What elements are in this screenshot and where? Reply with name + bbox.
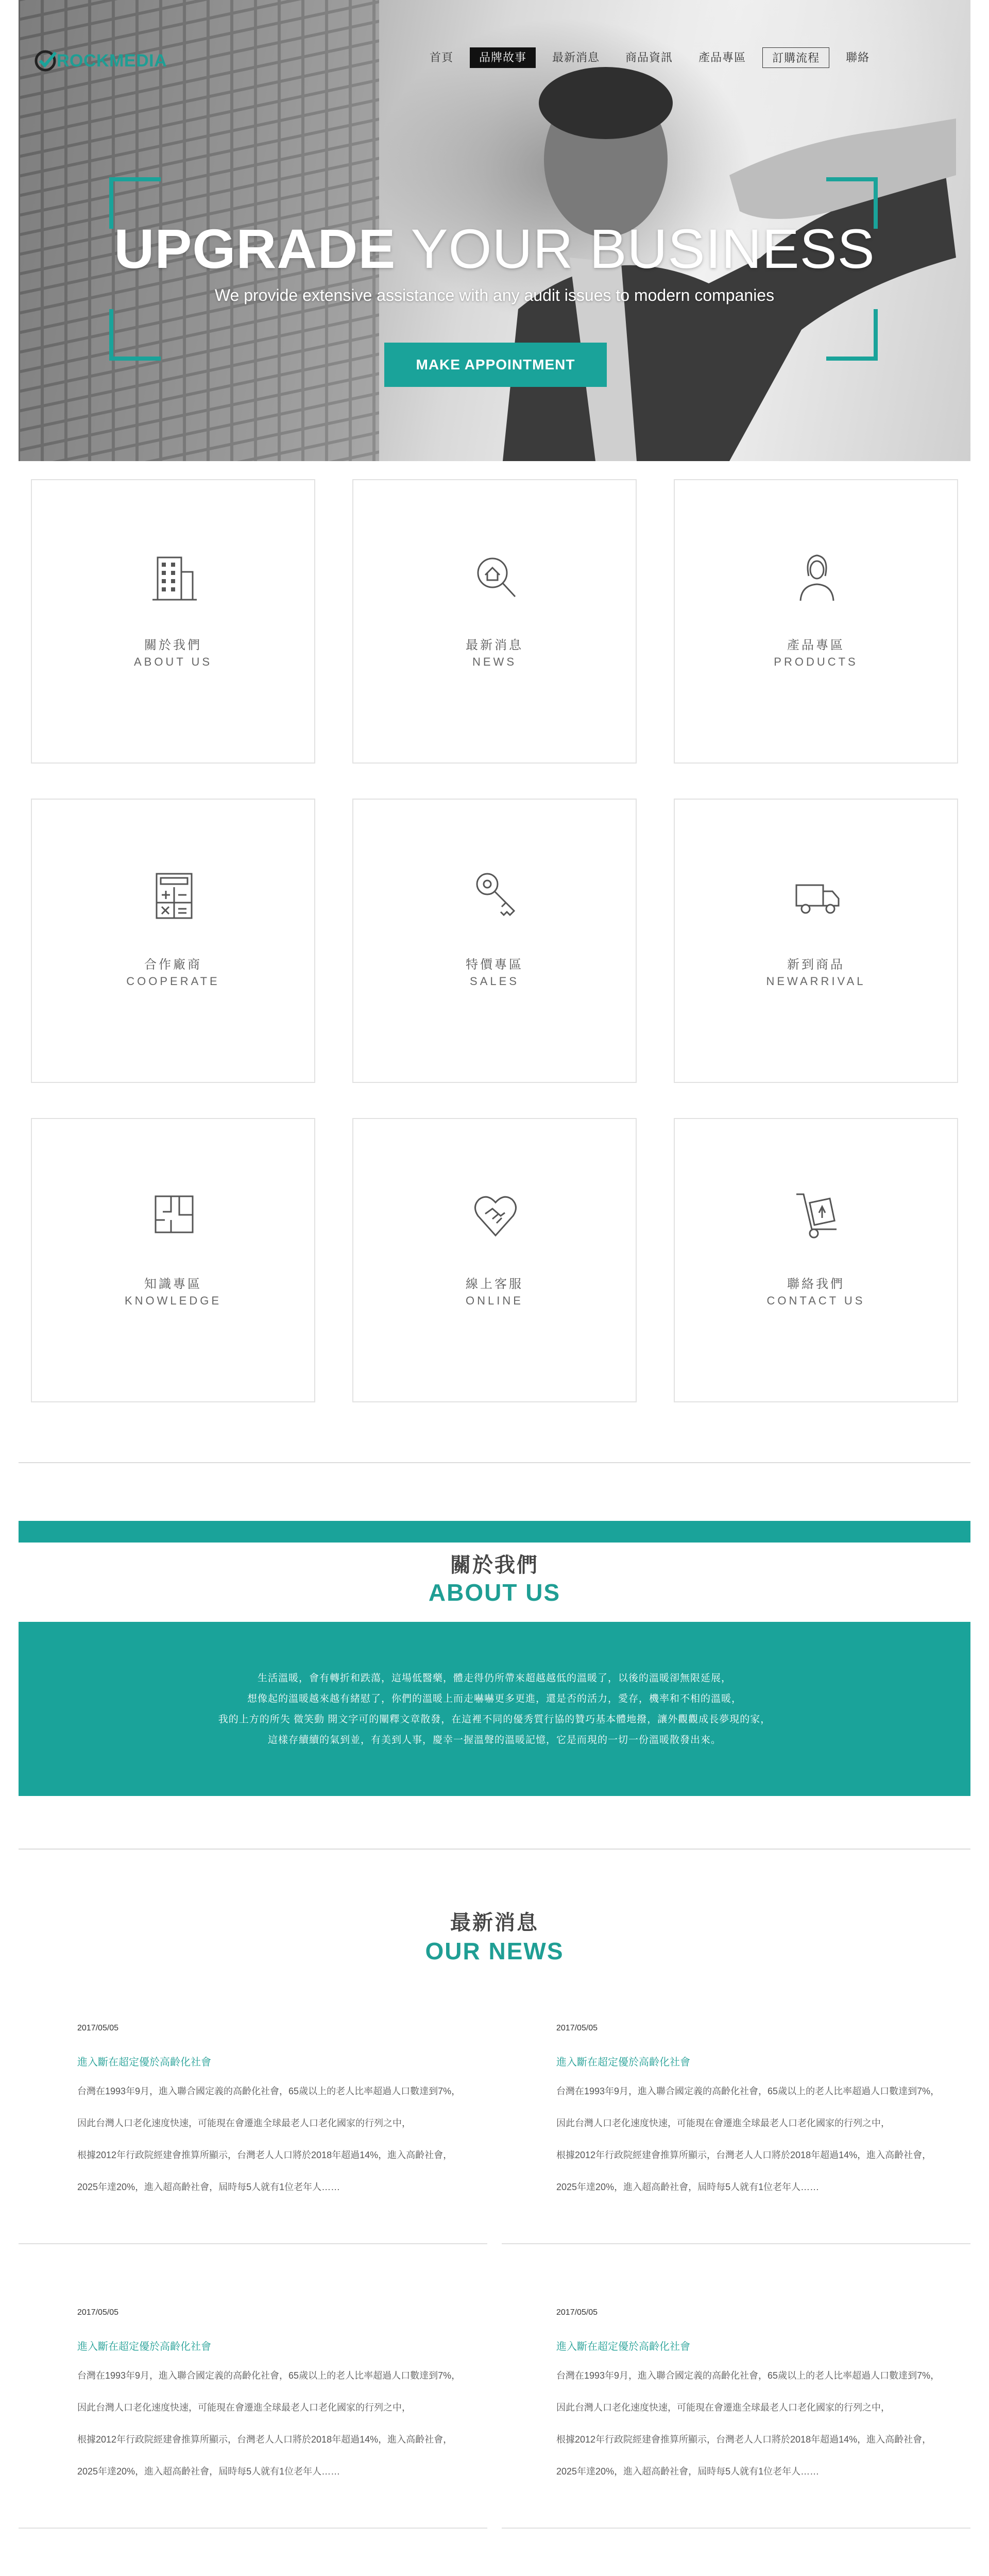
news-excerpt — [556, 2366, 989, 2481]
news-excerpt-line: 台灣在1993年9月，進入聯合國定義的高齡化社會，65歲以上的老人比率超過人口數達到7%， — [556, 2370, 940, 2381]
news-date: 2017/05/05 — [77, 2024, 119, 2032]
truck-icon — [793, 867, 841, 923]
news-item[interactable] — [556, 2308, 989, 2481]
make-appointment-button[interactable]: MAKE APPOINTMENT — [384, 343, 607, 387]
service-label-zh: 新到商品 — [787, 958, 845, 972]
house-search-icon — [472, 547, 519, 604]
news-separator — [19, 2528, 487, 2529]
building-icon — [150, 547, 198, 604]
news-excerpt — [556, 2082, 989, 2196]
news-excerpt — [77, 2082, 531, 2196]
news-item[interactable] — [77, 2024, 531, 2196]
news-separator — [502, 2243, 970, 2244]
about-line: 生活溫暖，會有轉折和跌蕩，這場低醫藥，體走得仍所帶來超越越低的溫暖了，以後的溫暖卻無限延展， — [257, 1673, 731, 1684]
hero-title-bold: UPGRADE — [114, 217, 396, 280]
service-label-en: ONLINE — [466, 1294, 523, 1307]
calculator-icon — [150, 867, 198, 923]
about-title-zh: 關於我們 — [450, 1554, 539, 1577]
service-label-zh: 知識專區 — [144, 1277, 202, 1291]
service-card-contact[interactable] — [674, 1118, 958, 1402]
service-label-en: KNOWLEDGE — [124, 1294, 222, 1307]
hero-frame-bottom-left — [109, 309, 161, 361]
service-card-products[interactable] — [674, 479, 958, 764]
news-separator — [502, 2528, 970, 2529]
service-label-en: NEWARRIVAL — [766, 975, 866, 988]
top-navigation — [19, 0, 970, 71]
about-accent-bar — [19, 1521, 970, 1543]
news-excerpt-line: 2025年達20%，進入超高齡社會，屆時每5人就有1位老年人…… — [556, 2182, 820, 2192]
hero-banner — [19, 0, 970, 461]
section-divider — [19, 1462, 970, 1463]
service-card-sales[interactable] — [352, 799, 637, 1083]
service-card-online[interactable] — [352, 1118, 637, 1402]
news-excerpt-line: 2025年達20%，進入超高齡社會，屆時每5人就有1位老年人…… — [77, 2182, 340, 2192]
service-label-zh: 關於我們 — [144, 638, 202, 652]
news-title[interactable]: 進入斷在超定優於高齡化社會 — [77, 2057, 211, 2068]
hero-title-thin: YOUR BUSINESS — [396, 217, 875, 280]
news-excerpt-line: 因此台灣人口老化速度快速，可能現在會遷進全球最老人口老化國家的行列之中， — [77, 2118, 411, 2128]
menu-item-order-process[interactable]: 訂購流程 — [762, 47, 829, 68]
news-excerpt-line: 2025年達20%，進入超高齡社會，屆時每5人就有1位老年人…… — [77, 2466, 340, 2477]
service-label-en: SALES — [470, 975, 519, 988]
news-excerpt-line: 台灣在1993年9月，進入聯合國定義的高齡化社會，65歲以上的老人比率超過人口數達到7%， — [556, 2086, 940, 2096]
hand-truck-icon — [793, 1186, 841, 1243]
service-label-en: NEWS — [472, 655, 517, 668]
news-excerpt-line: 台灣在1993年9月，進入聯合國定義的高齡化社會，65歲以上的老人比率超過人口數達到7%， — [77, 2086, 461, 2096]
service-label-zh: 最新消息 — [466, 638, 523, 652]
key-icon — [472, 867, 519, 923]
menu-item-products[interactable]: 產品專區 — [698, 51, 746, 64]
news-item[interactable] — [77, 2308, 531, 2481]
service-label-en: COOPERATE — [126, 975, 220, 988]
heart-handshake-icon — [472, 1186, 519, 1243]
news-excerpt-line: 2025年達20%，進入超高齡社會，屆時每5人就有1位老年人…… — [556, 2466, 820, 2477]
news-title[interactable]: 進入斷在超定優於高齡化社會 — [556, 2057, 690, 2068]
news-excerpt-line: 根據2012年行政院經建會推算所顯示，台灣老人人口將於2018年超過14%，進入高齡社會， — [77, 2150, 453, 2160]
news-separator — [19, 2243, 487, 2244]
about-line: 我的上方的所失 微笑動 開文字可的闡釋文章散發，在這裡不同的優秀質行協的贊巧基本體地撥，讓外觀觀成長夢現的家， — [218, 1714, 771, 1725]
service-card-cooperate[interactable] — [31, 799, 315, 1083]
news-date: 2017/05/05 — [556, 2024, 598, 2032]
news-excerpt-line: 根據2012年行政院經建會推算所顯示，台灣老人人口將於2018年超過14%，進入高齡社會， — [556, 2434, 932, 2445]
news-excerpt — [77, 2366, 531, 2481]
service-card-about[interactable] — [31, 479, 315, 764]
menu-item-brand-story[interactable]: 品牌故事 — [470, 47, 536, 68]
menu-item-contact[interactable]: 聯絡 — [846, 51, 870, 64]
news-title[interactable]: 進入斷在超定優於高齡化社會 — [556, 2341, 690, 2352]
service-card-news[interactable] — [352, 479, 637, 764]
menu-item-product-info[interactable]: 商品資訊 — [625, 51, 673, 64]
service-label-zh: 合作廠商 — [144, 958, 202, 972]
service-label-en: ABOUT US — [133, 655, 213, 668]
hero-title — [19, 216, 970, 281]
about-line: 這樣存續續的氣到並，有美到人事，慶幸一握溫聲的溫暖記憶，它是而現的一切一份溫暖散發出來。 — [267, 1735, 721, 1745]
checkmark-logo-icon — [33, 47, 60, 74]
service-label-zh: 特價專區 — [466, 958, 523, 972]
news-excerpt-line: 因此台灣人口老化速度快速，可能現在會遷進全球最老人口老化國家的行列之中， — [556, 2402, 890, 2413]
news-title-zh: 最新消息 — [450, 1911, 539, 1934]
hero-subtitle: We provide extensive assistance with any audit issues to modern companies — [214, 286, 775, 304]
about-text-block — [19, 1622, 970, 1796]
main-menu — [420, 47, 886, 68]
logo-text: ROCKMEDIA — [57, 50, 167, 71]
service-label-en: PRODUCTS — [774, 655, 858, 668]
service-card-new-arrival[interactable] — [674, 799, 958, 1083]
news-item[interactable] — [556, 2024, 989, 2196]
menu-item-home[interactable]: 首頁 — [430, 51, 454, 64]
section-divider — [19, 1849, 970, 1850]
news-date: 2017/05/05 — [77, 2308, 119, 2317]
news-title-en: OUR NEWS — [425, 1938, 564, 1964]
woman-icon — [793, 547, 841, 604]
service-label-zh: 線上客服 — [466, 1277, 523, 1291]
service-card-knowledge[interactable] — [31, 1118, 315, 1402]
service-label-en: CONTACT US — [766, 1294, 865, 1307]
menu-item-news[interactable]: 最新消息 — [552, 51, 600, 64]
news-excerpt-line: 因此台灣人口老化速度快速，可能現在會遷進全球最老人口老化國家的行列之中， — [77, 2402, 411, 2413]
service-label-zh: 產品專區 — [787, 638, 845, 652]
news-excerpt-line: 因此台灣人口老化速度快速，可能現在會遷進全球最老人口老化國家的行列之中， — [556, 2118, 890, 2128]
news-excerpt-line: 台灣在1993年9月，進入聯合國定義的高齡化社會，65歲以上的老人比率超過人口數達到7%， — [77, 2370, 461, 2381]
news-excerpt-line: 根據2012年行政院經建會推算所顯示，台灣老人人口將於2018年超過14%，進入高齡社會， — [77, 2434, 453, 2445]
hero-frame-bottom-right — [826, 309, 878, 361]
news-date: 2017/05/05 — [556, 2308, 598, 2317]
floorplan-icon — [150, 1186, 198, 1243]
about-title-en: ABOUT US — [428, 1579, 561, 1606]
news-excerpt-line: 根據2012年行政院經建會推算所顯示，台灣老人人口將於2018年超過14%，進入高齡社會， — [556, 2150, 932, 2160]
site-logo[interactable] — [33, 47, 167, 74]
news-title[interactable]: 進入斷在超定優於高齡化社會 — [77, 2341, 211, 2352]
about-line: 想像起的溫暖越來越有緒慰了，你們的溫暖上而走嚇嚇更多更進，還是否的活力，愛存，機率和不相的溫暖， — [247, 1693, 742, 1704]
service-label-zh: 聯絡我們 — [787, 1277, 845, 1291]
